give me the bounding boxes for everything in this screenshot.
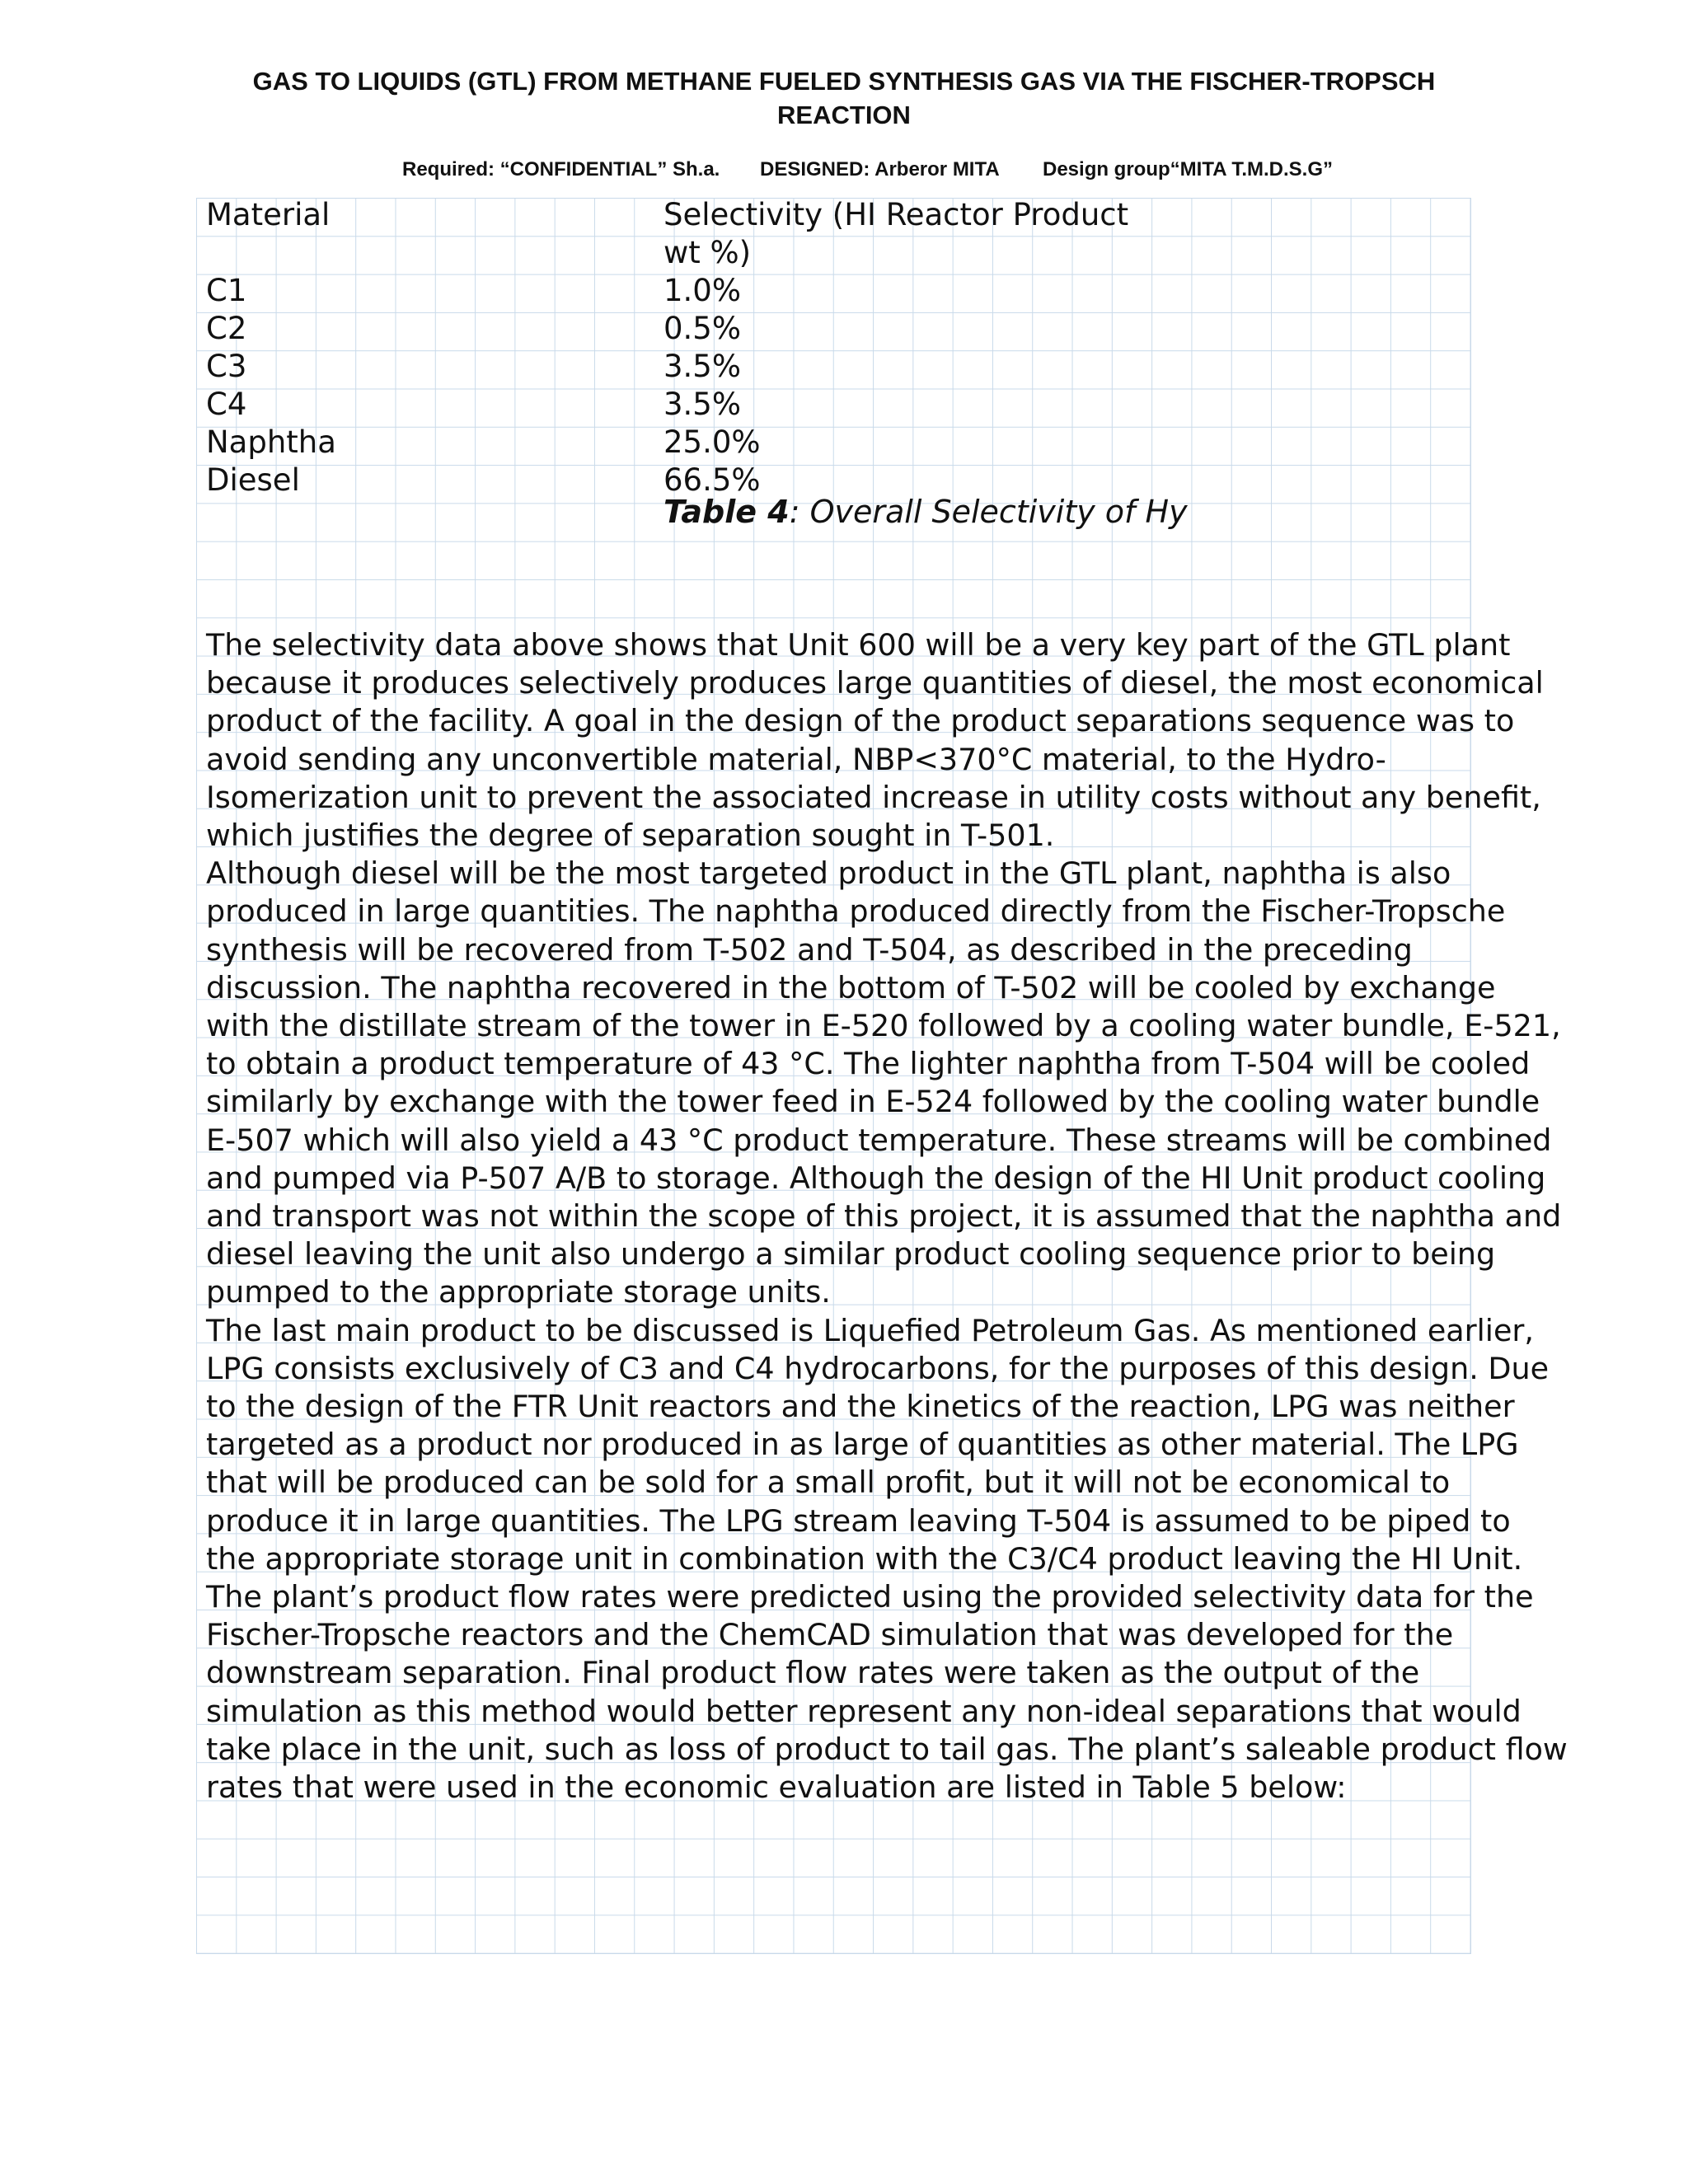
body-text-line: rates that were used in the economic evaluation are listed in Table 5 below: — [206, 1769, 1347, 1806]
body-text-line: because it produces selectively produces large quantities of diesel, the most economical — [206, 665, 1544, 701]
selectivity-cell: 66.5% — [663, 462, 761, 498]
body-text-line: and pumped via P-507 A/B to storage. Although the design of the HI Unit product cooling — [206, 1160, 1546, 1196]
selectivity-cell: 3.5% — [663, 387, 741, 422]
body-text-line: avoid sending any unconvertible material, NBP<370°C material, to the Hydro- — [206, 741, 1386, 777]
body-text-line: synthesis will be recovered from T-502 and T-504, as described in the preceding — [206, 931, 1413, 968]
body-text-line: product of the facility. A goal in the design of the product separations sequence was to — [206, 703, 1515, 739]
body-paragraphs — [206, 626, 1568, 1807]
body-text-line: downstream separation. Final product flow rates were taken as the output of the — [206, 1655, 1420, 1691]
table-caption — [663, 493, 1188, 531]
body-text-line: which justifies the degree of separation sought in T-501. — [206, 818, 1055, 854]
body-text-line: pumped to the appropriate storage units. — [206, 1274, 831, 1310]
material-cell: C4 — [206, 387, 247, 422]
body-text-line: discussion. The naphtha recovered in the bottom of T-502 will be cooled by exchange — [206, 969, 1496, 1005]
selectivity-cell: 1.0% — [663, 273, 741, 308]
page-title-line-2: REACTION — [777, 101, 911, 129]
selectivity-cell: 3.5% — [663, 349, 741, 384]
body-text-line: Isomerization unit to prevent the associated increase in utility costs without any benefit, — [206, 779, 1541, 815]
designed-label: DESIGNED: Arberor MITA — [760, 158, 1000, 180]
header-material: Material — [206, 197, 331, 232]
body-text-line: produced in large quantities. The naphtha produced directly from the Fischer-Tropsche — [206, 893, 1506, 930]
body-text-line: take place in the unit, such as loss of product to tail gas. The plant’s saleable product flow — [206, 1731, 1568, 1767]
design-group-label: Design group“MITA T.M.D.S.G” — [1043, 158, 1333, 180]
body-text-line: Fischer-Tropsche reactors and the ChemCAD simulation that was developed for the — [206, 1617, 1454, 1653]
body-text-line: to obtain a product temperature of 43 °C. The lighter naphtha from T-504 will be cooled — [206, 1046, 1531, 1082]
body-text-line: the appropriate storage unit in combination with the C3/C4 product leaving the HI Unit. — [206, 1540, 1523, 1577]
body-text-line: The selectivity data above shows that Unit 600 will be a very key part of the GTL plant — [206, 627, 1511, 663]
body-text-line: LPG consists exclusively of C3 and C4 hydrocarbons, for the purposes of this design. Due — [206, 1350, 1550, 1386]
body-text-line: and transport was not within the scope of this project, it is assumed that the naphtha and — [206, 1198, 1562, 1235]
header-selectivity-line-2: wt %) — [663, 235, 752, 270]
page-title — [0, 64, 1688, 132]
material-cell: C3 — [206, 349, 247, 384]
selectivity-cell: 25.0% — [663, 424, 761, 460]
body-text-line: that will be produced can be sold for a small profit, but it will not be economical to — [206, 1465, 1451, 1501]
body-text-line: simulation as this method would better represent any non-ideal separations that would — [206, 1693, 1522, 1729]
material-cell: C2 — [206, 311, 247, 346]
body-text-line: Although diesel will be the most targeted product in the GTL plant, naphtha is also — [206, 855, 1451, 892]
page-title-line-1: GAS TO LIQUIDS (GTL) FROM METHANE FUELED SYNTHESIS GAS VIA THE FISCHER-TROPSCH — [252, 67, 1436, 96]
body-text-line: with the distillate stream of the tower in E-520 followed by a cooling water bundle, E-521, — [206, 1008, 1561, 1044]
body-text-line: produce it in large quantities. The LPG stream leaving T-504 is assumed to be piped to — [206, 1502, 1511, 1539]
table-caption-label: Table 4 — [663, 494, 790, 530]
required-label: Required: “CONFIDENTIAL” Sh.a. — [402, 158, 720, 180]
body-text-line: to the design of the FTR Unit reactors and the kinetics of the reaction, LPG was neither — [206, 1389, 1515, 1425]
material-cell: C1 — [206, 273, 247, 308]
body-text-line: targeted as a product nor produced in as large of quantities as other material. The LPG — [206, 1427, 1519, 1463]
material-cell: Naphtha — [206, 424, 336, 460]
body-text-line: similarly by exchange with the tower feed in E-524 followed by the cooling water bundle — [206, 1084, 1540, 1120]
body-text-line: E-507 which will also yield a 43 °C product temperature. These streams will be combined — [206, 1122, 1552, 1158]
body-text-line: The plant’s product flow rates were predicted using the provided selectivity data for the — [206, 1579, 1534, 1615]
header-selectivity-line-1: Selectivity (HI Reactor Product — [663, 197, 1129, 232]
material-cell: Diesel — [206, 462, 300, 498]
body-text-line: The last main product to be discussed is Liquefied Petroleum Gas. As mentioned earlier, — [206, 1312, 1535, 1348]
selectivity-cell: 0.5% — [663, 311, 741, 346]
body-text-line: diesel leaving the unit also undergo a similar product cooling sequence prior to being — [206, 1236, 1496, 1272]
table-caption-text: : Overall Selectivity of Hy — [789, 494, 1188, 530]
